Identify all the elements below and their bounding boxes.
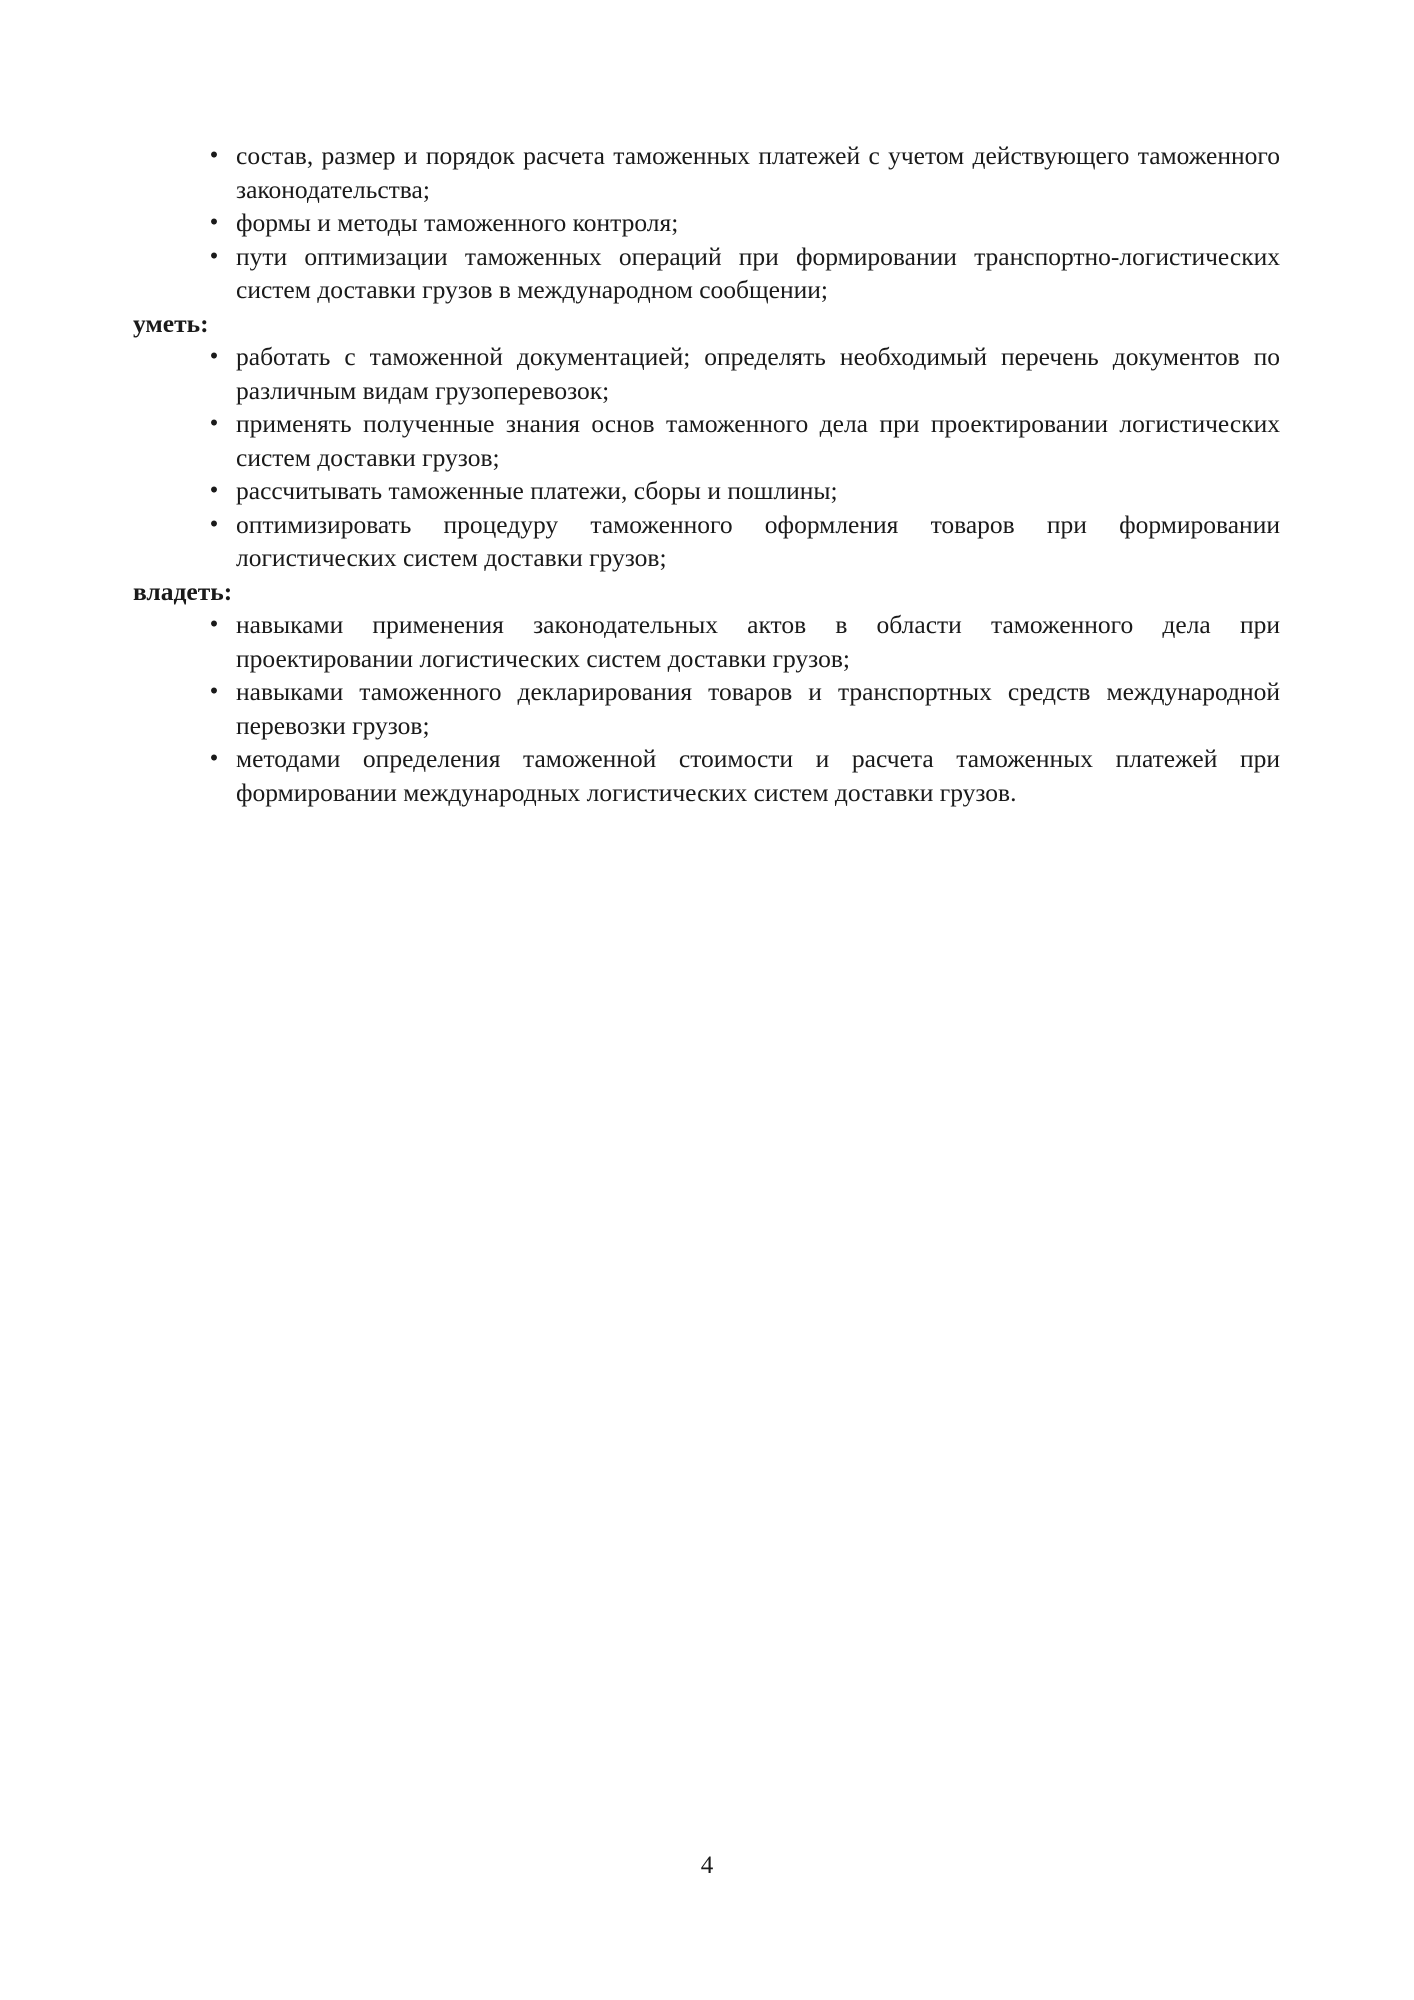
list-item [133, 340, 1280, 407]
list-item-text: применять полученные знания основ таможенного дела при проектировании логистических систем доставки грузов; [236, 409, 1280, 472]
competencies-list [133, 608, 1280, 809]
list-item-text: работать с таможенной документацией; определять необходимый перечень документов по различным видам грузоперевозок; [236, 342, 1280, 405]
list-item [133, 742, 1280, 809]
list-item [133, 139, 1280, 206]
bullet-icon: • [209, 678, 219, 705]
list-item-text: навыками применения законодательных актов в области таможенного дела при проектировании логистических систем доставки грузов; [236, 610, 1280, 673]
list-item [133, 407, 1280, 474]
list-item-text: методами определения таможенной стоимости и расчета таможенных платежей при формировании международных логистических систем доставки грузов. [236, 744, 1280, 807]
list-item-text: состав, размер и порядок расчета таможенных платежей с учетом действующего таможенного законодательства; [236, 141, 1280, 204]
bullet-icon: • [209, 745, 219, 772]
bullet-icon: • [209, 343, 219, 370]
bullet-icon: • [209, 477, 219, 504]
bullet-icon: • [209, 209, 219, 236]
list-item [133, 206, 1280, 240]
list-item-text: формы и методы таможенного контроля; [236, 208, 679, 237]
list-item [133, 240, 1280, 307]
list-item [133, 608, 1280, 675]
bullet-icon: • [209, 611, 219, 638]
section-heading-vladet: владеть: [133, 576, 233, 606]
list-item-text: навыками таможенного декларирования товаров и транспортных средств международной перевозки грузов; [236, 677, 1280, 740]
list-item [133, 675, 1280, 742]
bullet-icon: • [209, 510, 219, 538]
page-number: 4 [700, 1852, 714, 1879]
bullet-icon: • [209, 410, 219, 437]
knowledge-list [133, 139, 1280, 307]
list-item [133, 508, 1280, 575]
document-body [133, 139, 1280, 809]
list-item [133, 474, 1280, 508]
bullet-icon: • [209, 242, 219, 270]
bullet-icon: • [209, 142, 219, 169]
list-item-text: пути оптимизации таможенных операций при формировании транспортно-логистических систем доставки грузов в международном сообщении; [236, 241, 1280, 304]
list-item-text: рассчитывать таможенные платежи, сборы и пошлины; [236, 476, 838, 505]
skills-list [133, 340, 1280, 575]
section-heading-umet: уметь: [133, 308, 209, 338]
list-item-text: оптимизировать процедуру таможенного оформления товаров при формировании логистических систем доставки грузов; [236, 509, 1280, 572]
